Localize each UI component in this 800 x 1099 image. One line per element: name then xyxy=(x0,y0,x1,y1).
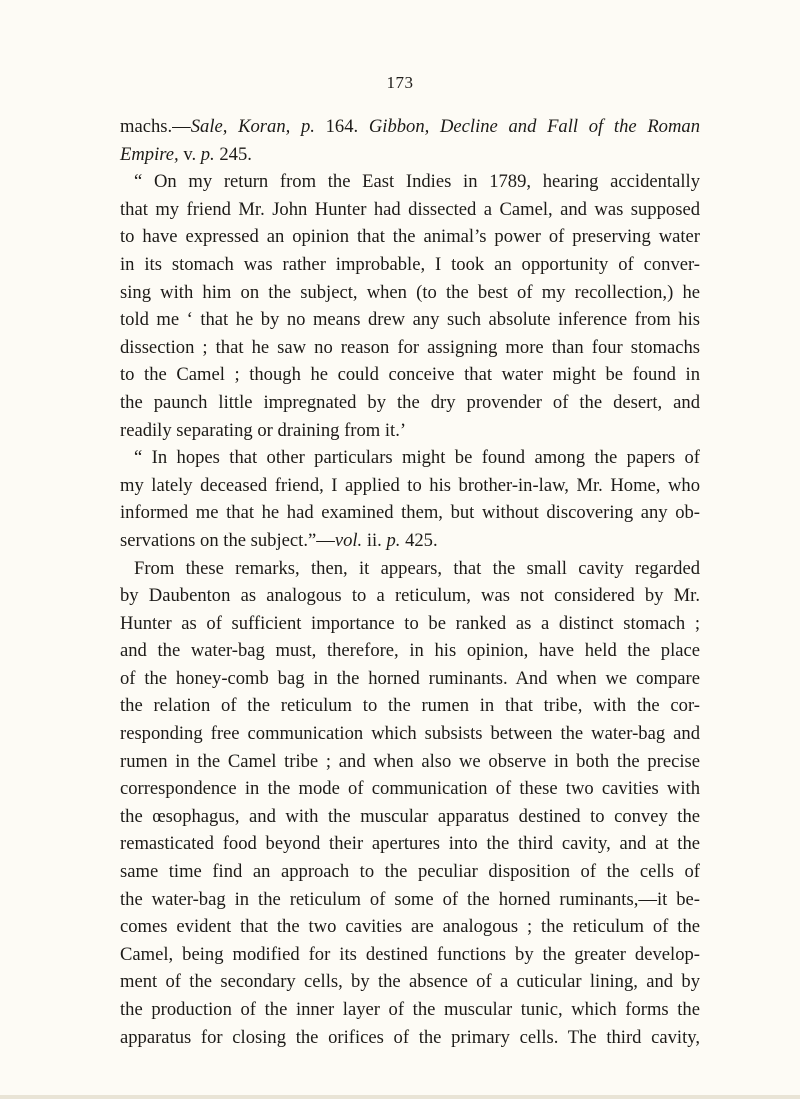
text-line xyxy=(120,499,700,527)
text-run: informed me that he had examined them, but without discovering any ob- xyxy=(120,502,700,524)
text-line xyxy=(120,830,700,858)
text-run: in its stomach was rather improbable, I took an opportunity of conver- xyxy=(120,253,700,275)
text-run: sing with him on the subject, when (to the best of my recollection,) he xyxy=(120,281,700,303)
italic-text: Sale, Koran, p. xyxy=(190,116,315,137)
text-line xyxy=(120,141,700,169)
text-line xyxy=(120,113,700,141)
text-line xyxy=(120,472,700,500)
text-line xyxy=(120,555,700,583)
text-run: dissection ; that he saw no reason for assigning more than four stomachs xyxy=(120,336,700,358)
text-line xyxy=(120,417,700,445)
italic-text: vol. xyxy=(334,529,363,551)
text-run: to have expressed an opinion that the animal’s power of preserving water xyxy=(120,226,700,248)
text-run: rumen in the Camel tribe ; and when also we observe in both the precise xyxy=(120,750,700,772)
text-run: responding free communication which subsists between the water-bag and xyxy=(120,723,700,745)
text-line xyxy=(120,665,700,693)
text-run: machs.— xyxy=(120,116,191,137)
text-line xyxy=(120,775,700,803)
text-run: ii. xyxy=(362,529,387,551)
text-line xyxy=(120,886,700,914)
text-run: servations on the subject.”— xyxy=(120,529,335,551)
italic-text: Gibbon, Decline and Fall of the Roman xyxy=(368,116,700,137)
text-line xyxy=(120,251,700,279)
text-run: “ On my return from the East Indies in 1789, hearing accidentally xyxy=(134,171,700,193)
text-line xyxy=(120,692,700,720)
text-run: v. xyxy=(178,143,201,165)
text-line xyxy=(120,1024,700,1052)
text-run: the relation of the reticulum to the rumen in that tribe, with the cor- xyxy=(120,695,700,717)
text-line xyxy=(120,858,700,886)
text-run: remasticated food beyond their apertures into the third cavity, and at the xyxy=(120,833,700,855)
text-run: the paunch little impregnated by the dry provender of the desert, and xyxy=(120,391,700,413)
text-run: comes evident that the two cavities are analogous ; the reticulum of the xyxy=(120,916,700,938)
text-line xyxy=(120,334,700,362)
text-run: readily separating or draining from it.’ xyxy=(120,419,407,441)
text-run: to the Camel ; though he could conceive that water might be found in xyxy=(120,364,700,386)
text-run: 164. xyxy=(314,116,369,137)
text-line xyxy=(120,196,700,224)
text-run: same time find an approach to the peculiar disposition of the cells of xyxy=(120,861,700,883)
text-run: apparatus for closing the orifices of the primary cells. The third cavity, xyxy=(120,1026,700,1048)
page-edge xyxy=(0,1095,800,1099)
body-text xyxy=(120,113,700,1051)
text-run: “ In hopes that other particulars might be found among the papers of xyxy=(134,447,700,469)
text-line xyxy=(120,803,700,831)
text-line xyxy=(120,941,700,969)
text-line xyxy=(120,913,700,941)
text-line xyxy=(120,444,700,472)
text-run: 245. xyxy=(214,143,252,165)
text-run: my lately deceased friend, I applied to his brother-in-law, Mr. Home, who xyxy=(120,474,700,496)
text-line xyxy=(120,389,700,417)
text-run: of the honey-comb bag in the horned ruminants. And when we compare xyxy=(120,667,700,689)
text-line xyxy=(120,361,700,389)
text-run: the water-bag in the reticulum of some of the horned ruminants,—it be- xyxy=(120,888,700,910)
italic-text: p. xyxy=(386,529,401,551)
page-number: 173 xyxy=(386,73,414,92)
text-line xyxy=(120,996,700,1024)
text-run: the œsophagus, and with the muscular apparatus destined to convey the xyxy=(120,805,700,827)
text-line xyxy=(120,720,700,748)
text-run: From these remarks, then, it appears, that the small cavity regarded xyxy=(134,557,700,579)
text-line xyxy=(120,306,700,334)
text-line xyxy=(120,637,700,665)
text-run: correspondence in the mode of communication of these two cavities with xyxy=(120,778,700,800)
text-run: and the water-bag must, therefore, in his opinion, have held the place xyxy=(120,640,700,662)
text-line xyxy=(120,527,700,555)
text-line xyxy=(120,582,700,610)
text-run: by Daubenton as analogous to a reticulum, was not considered by Mr. xyxy=(120,585,700,607)
text-line xyxy=(120,279,700,307)
italic-text: p. xyxy=(200,143,215,165)
text-line xyxy=(120,223,700,251)
text-run: the production of the inner layer of the muscular tunic, which forms the xyxy=(120,999,700,1020)
text-run: that my friend Mr. John Hunter had dissected a Camel, and was supposed xyxy=(120,198,700,220)
text-run: ment of the secondary cells, by the absence of a cuticular lining, and by xyxy=(120,971,700,993)
italic-text: Empire, xyxy=(120,143,179,165)
text-run: told me ‘ that he by no means drew any such absolute inference from his xyxy=(120,309,700,331)
text-line xyxy=(120,748,700,776)
text-run: Camel, being modified for its destined functions by the greater develop- xyxy=(120,943,700,965)
text-line xyxy=(120,610,700,638)
text-line xyxy=(120,168,700,196)
text-line xyxy=(120,968,700,996)
text-run: 425. xyxy=(400,529,438,551)
text-run: Hunter as of sufficient importance to be ranked as a distinct stomach ; xyxy=(120,612,700,634)
